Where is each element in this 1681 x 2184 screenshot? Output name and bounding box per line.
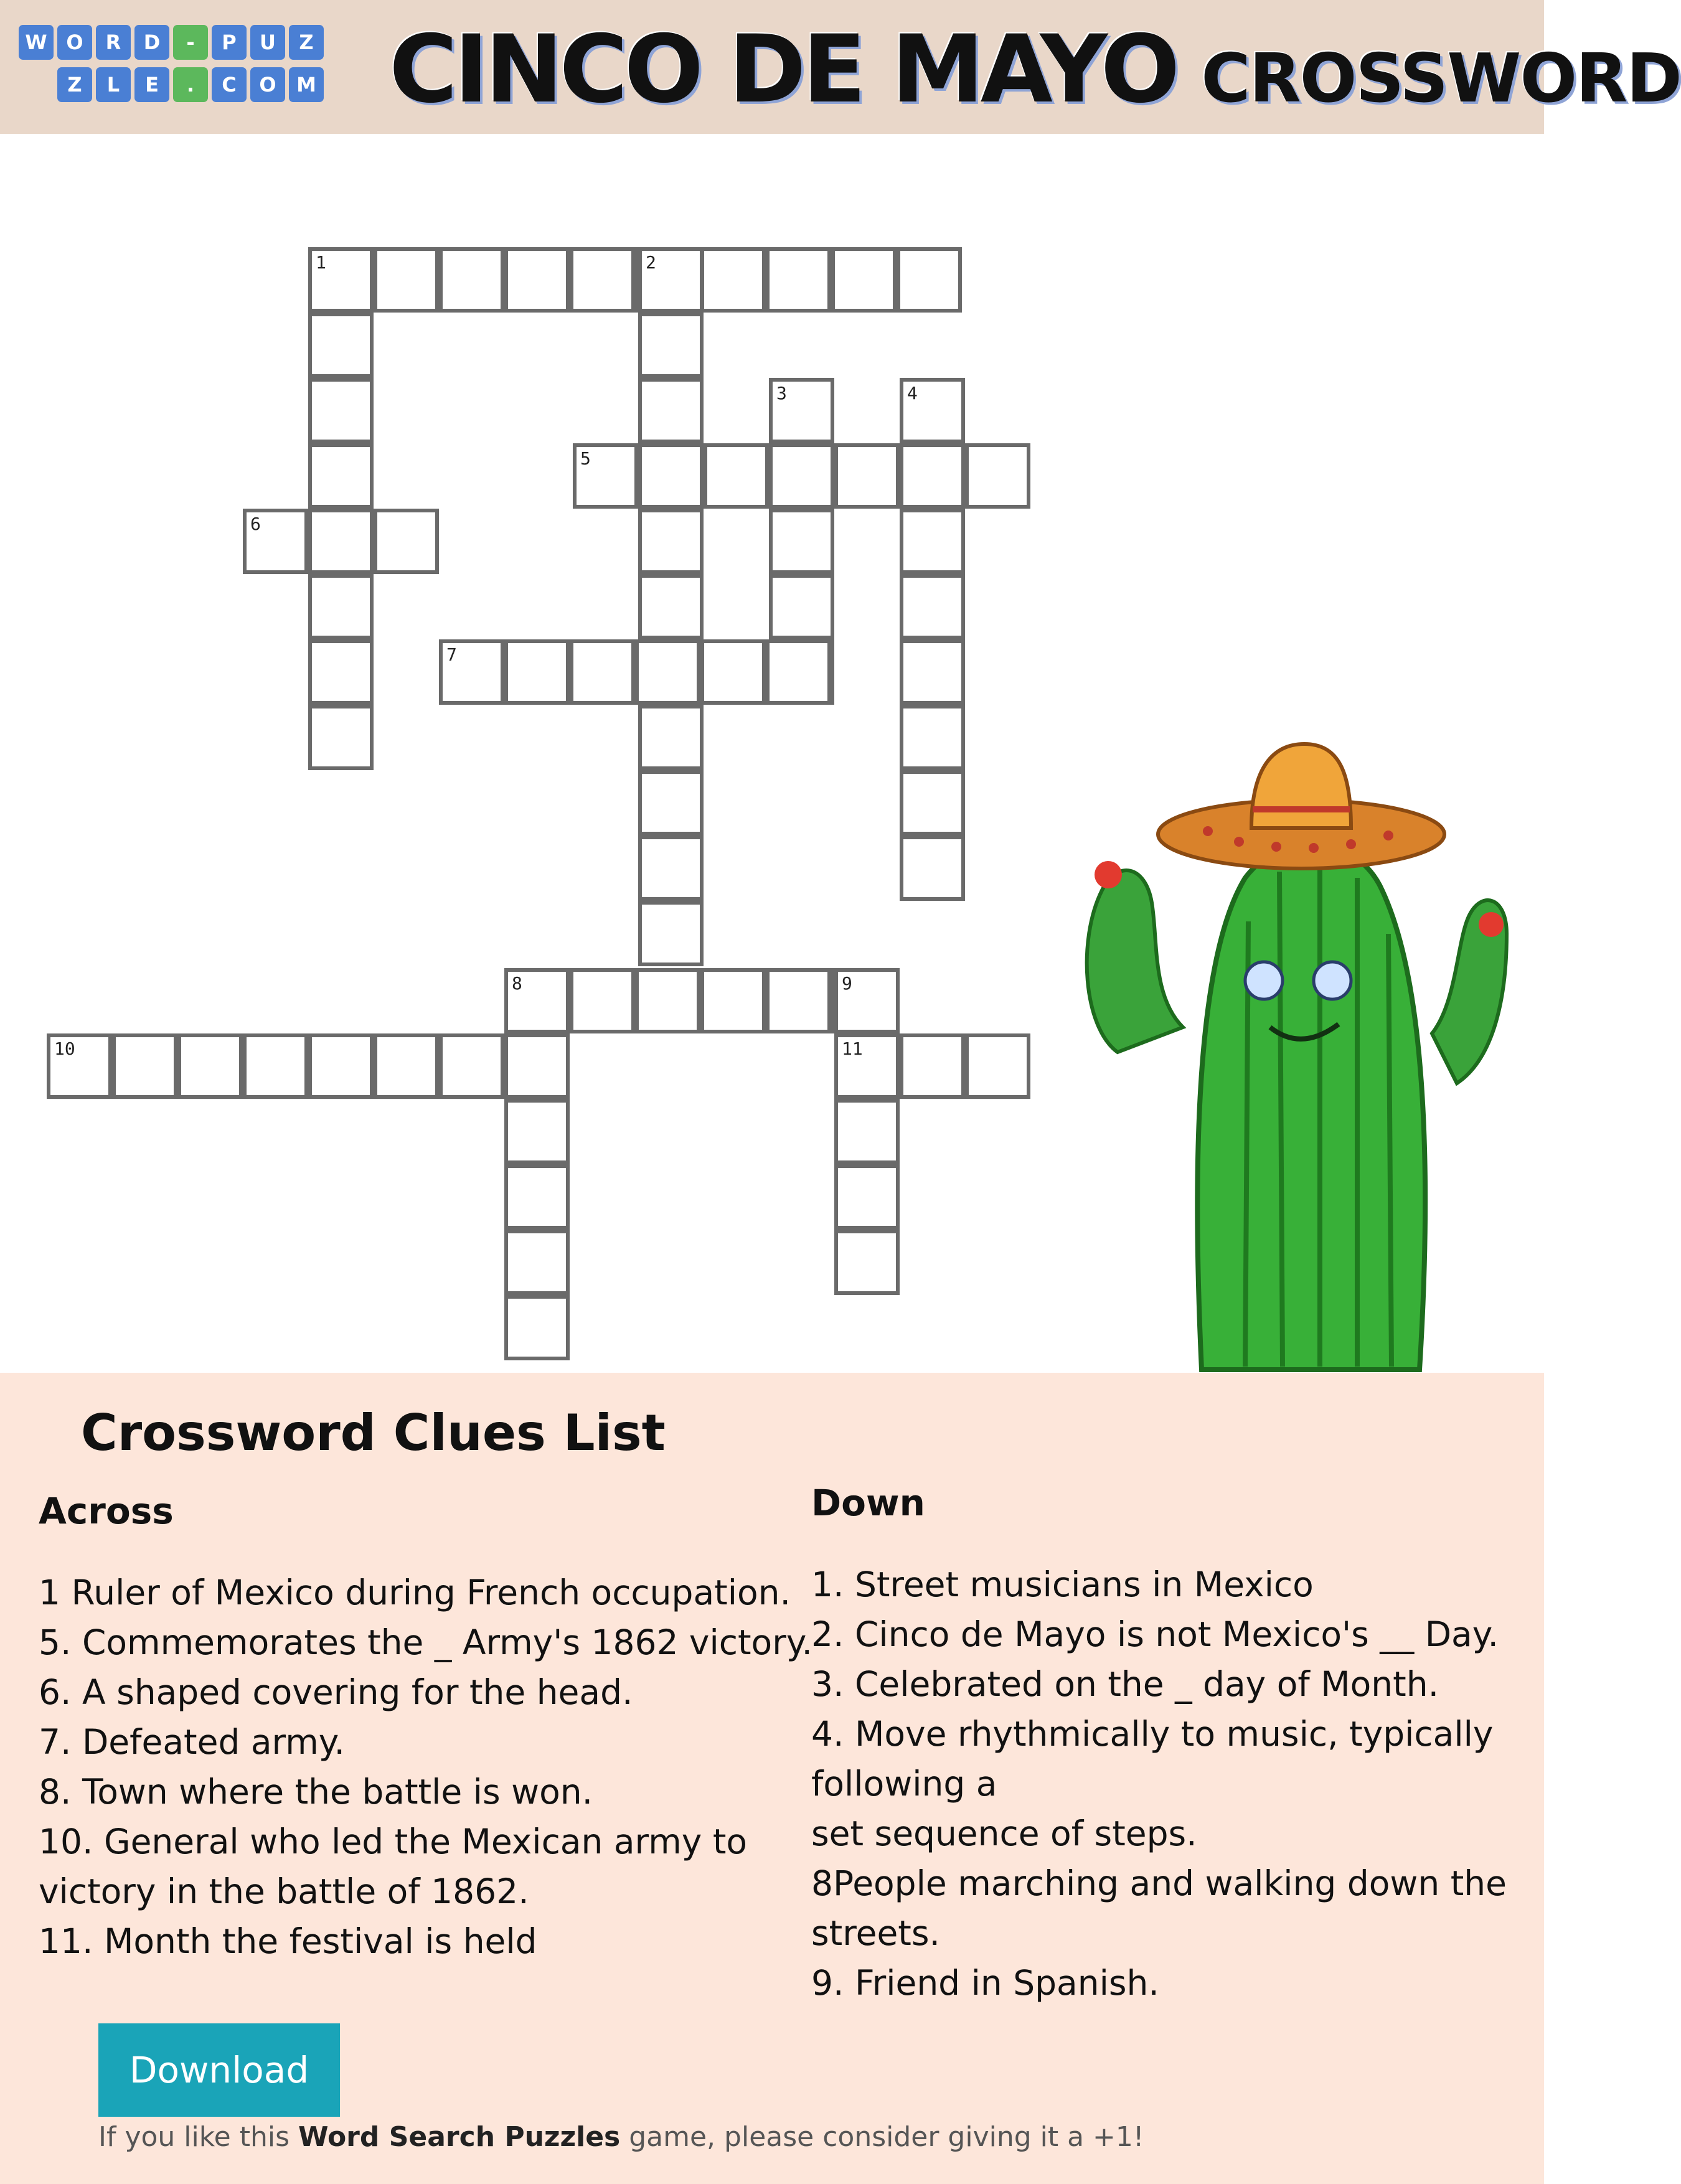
footer-note [98,2121,1144,2153]
clue-number: 3 [776,383,787,403]
grid-cell[interactable] [570,968,635,1033]
grid-cell[interactable] [834,443,900,509]
grid-cell[interactable] [766,639,831,705]
grid-cell[interactable] [374,247,439,313]
grid-cell[interactable] [900,443,965,509]
logo-tile: M [289,67,324,102]
logo-tile: E [134,67,169,102]
grid-cell[interactable] [769,443,834,509]
grid-cell[interactable] [308,443,374,509]
clue-number: 6 [250,514,261,534]
clue-line: streets. [811,1913,941,1953]
grid-cell[interactable] [439,639,504,705]
grid-cell[interactable] [570,639,635,705]
grid-cell[interactable] [638,247,704,313]
clue-line: set sequence of steps. [811,1814,1197,1853]
logo-tile: D [134,25,169,60]
clue-line: 11. Month the festival is held [39,1921,537,1961]
grid-cell[interactable] [700,639,766,705]
cactus-sombrero-icon [1058,735,1544,1373]
grid-cell[interactable] [834,1099,900,1164]
grid-cell[interactable] [638,705,704,770]
grid-cell[interactable] [900,705,965,770]
grid-cell[interactable] [374,1033,439,1099]
site-logo[interactable] [19,25,349,106]
grid-cell[interactable] [177,1033,243,1099]
clue-line: 6. A shaped covering for the head. [39,1672,633,1712]
clues-title: Crossword Clues List [81,1404,666,1462]
grid-cell[interactable] [47,1033,112,1099]
grid-cell[interactable] [965,443,1030,509]
grid-cell[interactable] [635,968,700,1033]
down-clue-list [811,1560,1507,2008]
logo-tile: Z [289,25,324,60]
header-bar [0,0,1681,134]
grid-cell[interactable] [308,378,374,443]
download-button[interactable]: Download [98,2023,340,2117]
grid-cell[interactable] [638,378,704,443]
grid-cell[interactable] [374,509,439,574]
clue-line: victory in the battle of 1862. [39,1871,529,1911]
grid-cell[interactable] [766,247,831,313]
grid-cell[interactable] [635,639,700,705]
grid-cell[interactable] [243,1033,308,1099]
down-heading: Down [811,1482,925,1524]
page-title [389,16,1681,124]
grid-cell[interactable] [308,705,374,770]
grid-cell[interactable] [900,1033,965,1099]
grid-cell[interactable] [504,1164,570,1230]
grid-cell[interactable] [766,968,831,1033]
grid-cell[interactable] [769,574,834,639]
grid-cell[interactable] [700,968,766,1033]
logo-tile: . [173,67,208,102]
clue-line: 8. Town where the battle is won. [39,1772,593,1812]
clue-number: 5 [580,448,591,469]
grid-cell[interactable] [504,968,570,1033]
logo-tile: C [212,67,247,102]
grid-cell[interactable] [769,509,834,574]
grid-cell[interactable] [900,574,965,639]
grid-cell[interactable] [965,1033,1030,1099]
grid-cell[interactable] [308,639,374,705]
grid-cell[interactable] [308,247,374,313]
grid-cell[interactable] [900,639,965,705]
grid-cell[interactable] [504,1099,570,1164]
logo-tile: U [250,25,285,60]
clue-number: 7 [446,644,457,665]
grid-cell[interactable] [504,639,570,705]
grid-cell[interactable] [638,509,704,574]
logo-tile: - [173,25,208,60]
logo-tile: O [250,67,285,102]
logo-tile: L [96,67,131,102]
crossword-grid [0,134,1058,1373]
clue-line: 4. Move rhythmically to music, typically [811,1714,1494,1754]
grid-cell[interactable] [769,378,834,443]
clue-line: 5. Commemorates the _ Army's 1862 victory. [39,1622,813,1662]
grid-cell[interactable] [831,247,897,313]
grid-cell[interactable] [638,574,704,639]
across-clue-list [39,1568,812,1966]
title-sub: CROSSWORD [1201,40,1681,118]
across-heading: Across [39,1490,174,1532]
clue-line: 2. Cinco de Mayo is not Mexico's __ Day. [811,1614,1499,1654]
grid-cell[interactable] [638,835,704,901]
footer-bold: Word Search Puzzles [298,2121,621,2153]
grid-cell[interactable] [308,313,374,378]
grid-cell[interactable] [834,968,900,1033]
clue-number: 2 [646,252,656,273]
grid-cell[interactable] [900,509,965,574]
grid-cell[interactable] [308,574,374,639]
logo-tile: Z [57,67,92,102]
clue-line: 7. Defeated army. [39,1722,345,1762]
clue-line: 1. Street musicians in Mexico [811,1565,1314,1604]
title-main: CINCO DE MAYO [389,16,1177,124]
grid-cell[interactable] [900,770,965,835]
clue-line: following a [811,1764,997,1804]
grid-cell[interactable] [638,901,704,966]
grid-cell[interactable] [834,1230,900,1295]
clue-number: 8 [512,973,522,994]
grid-cell[interactable] [504,1230,570,1295]
grid-cell[interactable] [897,247,962,313]
grid-cell[interactable] [900,835,965,901]
grid-cell[interactable] [700,247,766,313]
footer-suffix: game, please consider giving it a +1! [620,2121,1144,2153]
grid-cell[interactable] [834,1033,900,1099]
grid-cell[interactable] [439,1033,504,1099]
grid-cell[interactable] [243,509,308,574]
clue-number: 4 [907,383,918,403]
grid-cell[interactable] [638,443,704,509]
clue-line: 3. Celebrated on the _ day of Month. [811,1664,1439,1704]
clue-number: 11 [842,1038,863,1059]
clue-number: 9 [842,973,852,994]
grid-cell[interactable] [308,1033,374,1099]
clue-line: 1 Ruler of Mexico during French occupation. [39,1573,791,1612]
grid-cell[interactable] [504,1033,570,1099]
clue-line: 9. Friend in Spanish. [811,1963,1159,2003]
grid-cell[interactable] [308,509,374,574]
grid-cell[interactable] [638,313,704,378]
logo-tile: R [96,25,131,60]
clue-line: 8People marching and walking down the [811,1863,1507,1903]
logo-tile: O [57,25,92,60]
grid-cell[interactable] [704,443,769,509]
grid-cell[interactable] [638,770,704,835]
clue-line: 10. General who led the Mexican army to [39,1822,748,1862]
logo-tile: W [19,25,54,60]
clue-number: 1 [316,252,326,273]
grid-cell[interactable] [112,1033,177,1099]
grid-cell[interactable] [439,247,504,313]
grid-cell[interactable] [570,247,635,313]
footer-prefix: If you like this [98,2121,298,2153]
grid-cell[interactable] [504,1295,570,1360]
grid-cell[interactable] [504,247,570,313]
clue-number: 10 [54,1038,75,1059]
grid-cell[interactable] [573,443,638,509]
logo-tile: P [212,25,247,60]
grid-cell[interactable] [834,1164,900,1230]
grid-cell[interactable] [900,378,965,443]
